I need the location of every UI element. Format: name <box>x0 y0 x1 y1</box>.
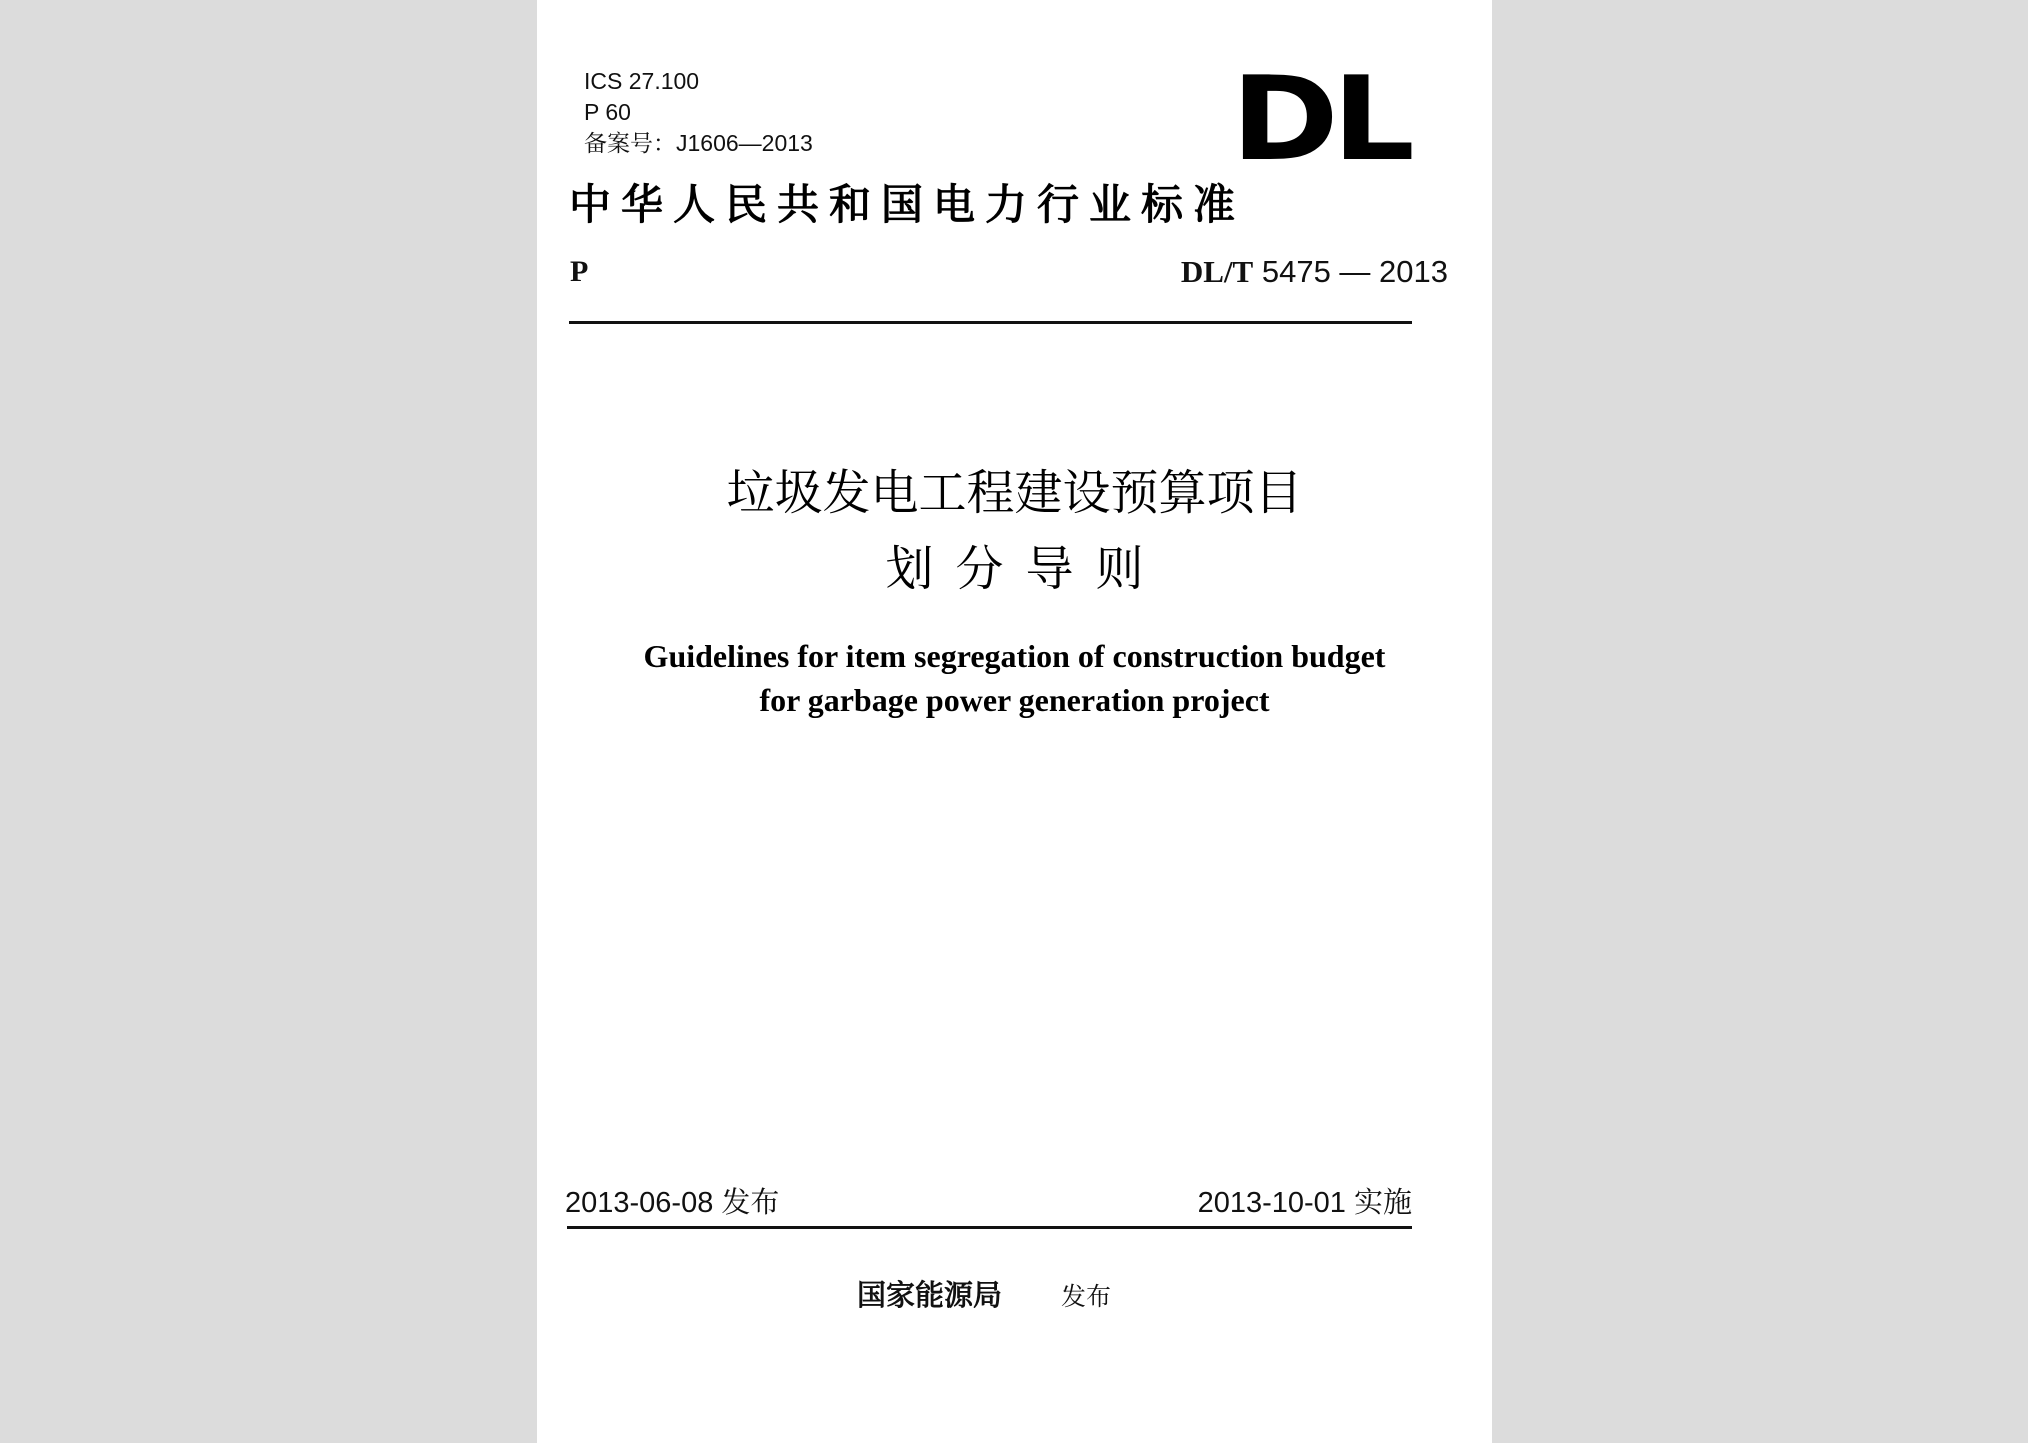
bottom-divider <box>567 1226 1412 1229</box>
document-cover-page <box>537 0 1492 1443</box>
top-divider <box>569 321 1412 324</box>
p-classification: P 60 <box>584 99 631 125</box>
classification-info <box>584 66 813 159</box>
chinese-title-line1: 垃圾发电工程建设预算项目 <box>726 465 1303 521</box>
dl-logo: DL <box>1231 52 1409 187</box>
standard-number-value: 5475 — 2013 <box>1253 254 1448 289</box>
standard-number <box>1181 254 1448 290</box>
category-letter: P <box>570 255 589 288</box>
ics-code: ICS 27.100 <box>584 68 700 94</box>
record-number: 备案号：J1606—2013 <box>584 130 813 156</box>
effective-date: 2013-10-01 实施 <box>1197 1187 1412 1219</box>
chinese-title-line2: 划分导则 <box>885 541 1166 597</box>
english-title-line1: Guidelines for item segregation of construction budget <box>643 638 1386 674</box>
chinese-title <box>537 455 1492 607</box>
issue-date: 2013-06-08 发布 <box>565 1187 780 1219</box>
standard-number-prefix: DL/T <box>1180 254 1254 289</box>
issuing-authority: 国家能源局 <box>857 1278 1003 1312</box>
english-title <box>537 634 1492 722</box>
english-title-line2: for garbage power generation project <box>759 682 1270 718</box>
standard-organization: 中华人民共和国电力行业标准 <box>569 180 1246 229</box>
issuing-action: 发布 <box>1061 1282 1112 1311</box>
